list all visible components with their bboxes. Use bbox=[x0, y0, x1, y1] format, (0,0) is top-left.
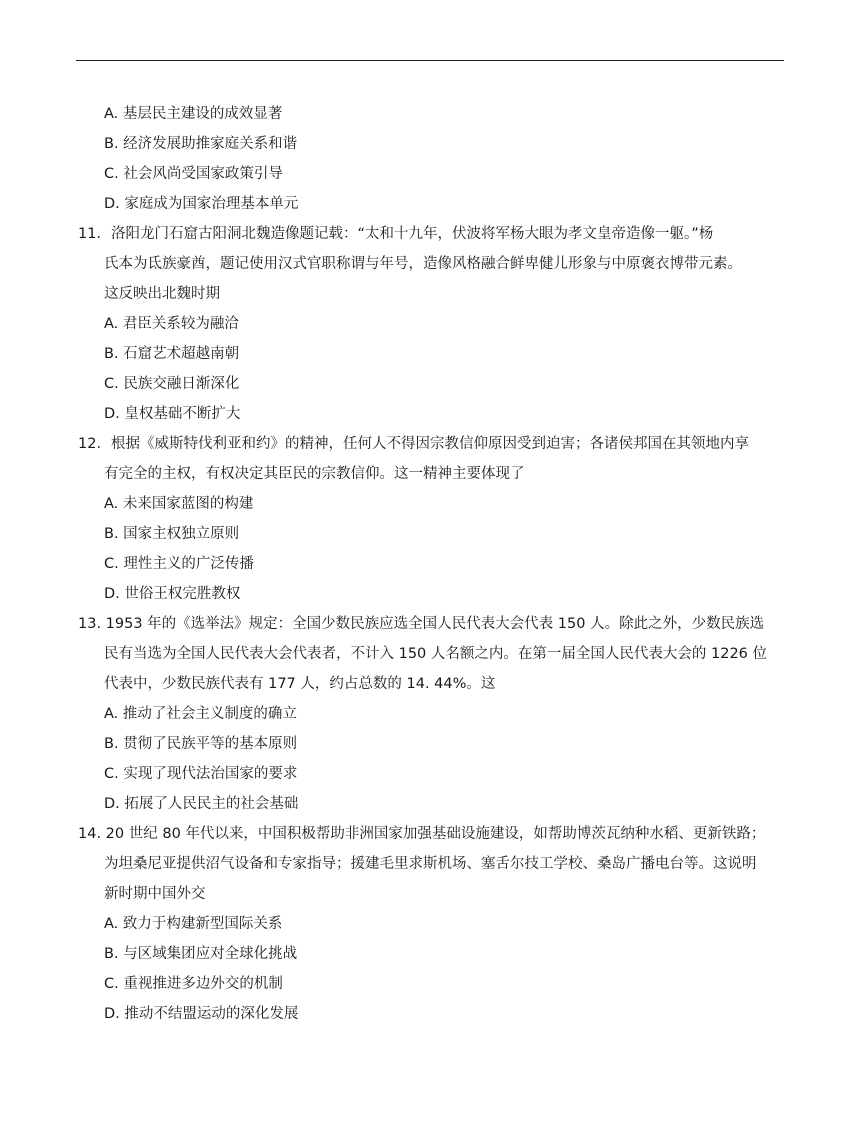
q14-stem-line-3: 新时期中国外交 bbox=[104, 886, 206, 902]
q10-option-a[interactable]: A. 基层民主建设的成效显著 bbox=[104, 106, 283, 122]
q11-option-c[interactable]: C. 民族交融日渐深化 bbox=[104, 376, 240, 392]
q12-stem-line-2: 有完全的主权，有权决定其臣民的宗教信仰。这一精神主要体现了 bbox=[104, 466, 525, 482]
q12-option-b[interactable]: B. 国家主权独立原则 bbox=[104, 526, 240, 542]
header-rule bbox=[76, 60, 784, 61]
q14-stem-line-1: 14. 20 世纪 80 年代以来，中国积极帮助非洲国家加强基础设施建设，如帮助博茨瓦纳种水稻、更新铁路； bbox=[78, 826, 766, 842]
q13-option-c[interactable]: C. 实现了现代法治国家的要求 bbox=[104, 766, 298, 782]
q14-option-b[interactable]: B. 与区域集团应对全球化挑战 bbox=[104, 946, 298, 962]
q11-stem-line-2: 氏本为氐族豪酋，题记使用汉式官职称谓与年号，造像风格融合鲜卑健儿形象与中原褒衣博带元素。 bbox=[104, 256, 742, 272]
q13-stem-line-3: 代表中，少数民族代表有 177 人，约占总数的 14. 44%。这 bbox=[104, 676, 496, 692]
q12-option-d[interactable]: D. 世俗王权完胜教权 bbox=[104, 586, 241, 602]
q11-option-a[interactable]: A. 君臣关系较为融洽 bbox=[104, 316, 239, 332]
q12-option-c[interactable]: C. 理性主义的广泛传播 bbox=[104, 556, 254, 572]
q13-option-b[interactable]: B. 贯彻了民族平等的基本原则 bbox=[104, 736, 298, 752]
q13-stem-line-1: 13. 1953 年的《选举法》规定：全国少数民族应选全国人民代表大会代表 150 人。除此之外，少数民族选 bbox=[78, 616, 765, 632]
q10-option-d[interactable]: D. 家庭成为国家治理基本单元 bbox=[104, 196, 299, 212]
q10-option-c[interactable]: C. 社会风尚受国家政策引导 bbox=[104, 166, 283, 182]
q14-option-c[interactable]: C. 重视推进多边外交的机制 bbox=[104, 976, 283, 992]
q14-option-a[interactable]: A. 致力于构建新型国际关系 bbox=[104, 916, 283, 932]
q11-option-d[interactable]: D. 皇权基础不断扩大 bbox=[104, 406, 241, 422]
q13-stem-line-2: 民有当选为全国人民代表大会代表者，不计入 150 人名额之内。在第一届全国人民代表大会的 1226 位 bbox=[104, 646, 768, 662]
q11-option-b[interactable]: B. 石窟艺术超越南朝 bbox=[104, 346, 240, 362]
q13-option-d[interactable]: D. 拓展了人民民主的社会基础 bbox=[104, 796, 299, 812]
q10-option-b[interactable]: B. 经济发展助推家庭关系和谐 bbox=[104, 136, 298, 152]
q11-stem-line-3: 这反映出北魏时期 bbox=[104, 286, 220, 302]
q14-option-d[interactable]: D. 推动不结盟运动的深化发展 bbox=[104, 1006, 299, 1022]
q14-stem-line-2: 为坦桑尼亚提供沼气设备和专家指导；援建毛里求斯机场、塞舌尔技工学校、桑岛广播电台等。这说明 bbox=[104, 856, 757, 872]
q12-option-a[interactable]: A. 未来国家蓝图的构建 bbox=[104, 496, 254, 512]
q11-stem-line-1: 11．洛阳龙门石窟古阳洞北魏造像题记载：“太和十九年，伏波将军杨大眼为孝文皇帝造像一躯。”杨 bbox=[78, 226, 714, 242]
q12-stem-line-1: 12．根据《威斯特伐利亚和约》的精神，任何人不得因宗教信仰原因受到迫害；各诸侯邦国在其领地内享 bbox=[78, 436, 749, 452]
q13-option-a[interactable]: A. 推动了社会主义制度的确立 bbox=[104, 706, 297, 722]
